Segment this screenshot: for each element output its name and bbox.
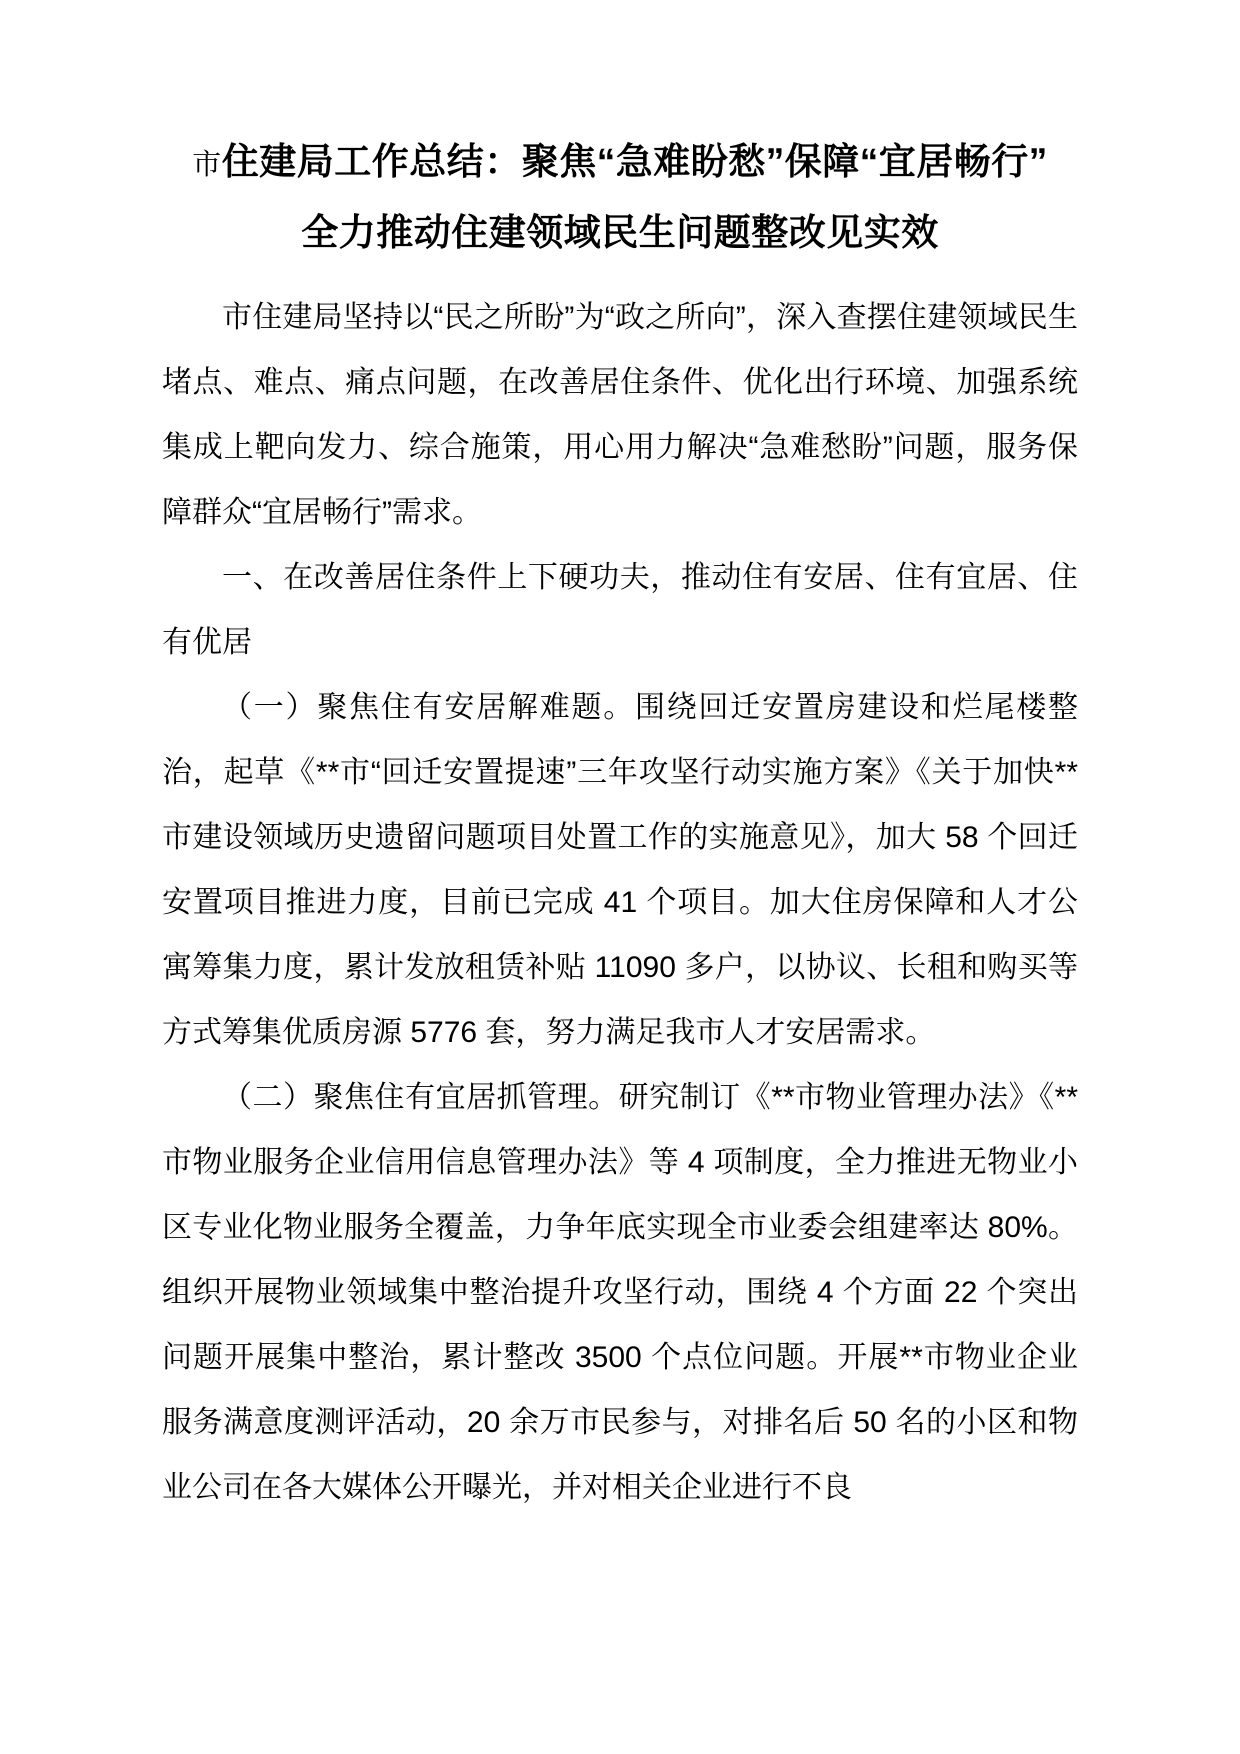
intro-paragraph: 市住建局坚持以“民之所盼”为“政之所向”，深入查摆住建领域民生堵点、难点、痛点问题，在改善居住条件、优化出行环境、加强系统集成上靶向发力、综合施策，用心用力解决“急难愁盼”问题，服务保障群众“宜居畅行”需求。: [162, 301, 1078, 529]
document-title: [162, 128, 1078, 267]
document-title-line-1: [162, 128, 1078, 199]
section-1-subparagraph-2: （二）聚焦住有宜居抓管理。研究制订《**市物业管理办法》《**市物业服务企业信用信息管理办法》等 4 项制度，全力推进无物业小区专业化物业服务全覆盖，力争年底实现全市业委会组建率达 80%。组织开展物业领域集中整治提升攻坚行动，围绕 4 个方面 22 个突出问题开展集中整治，累计整改 3500 个点位问题。开展**市物业企业服务满意度测评活动，20 余万市民参与，对排名后 50 名的小区和物业公司在各大媒体公开曝光，并对相关企业进行不良: [162, 1081, 1078, 1504]
title-prefix: 市: [192, 149, 222, 181]
section-1-subparagraph-1: （一）聚焦住有安居解难题。围绕回迁安置房建设和烂尾楼整治，起草《**市“回迁安置提速”三年攻坚行动实施方案》《关于加快**市建设领域历史遗留问题项目处置工作的实施意见》，加大 58 个回迁安置项目推进力度，目前已完成 41 个项目。加大住房保障和人才公寓筹集力度，累计发放租赁补贴 11090 多户，以协议、长租和购买等方式筹集优质房源 5776 套，努力满足我市人才安居需求。: [162, 691, 1078, 1049]
document-title-line-2: 全力推动住建领域民生问题整改见实效: [301, 212, 939, 253]
title-main-text: 住建局工作总结：聚焦“急难盼愁”保障“宜居畅行”: [221, 141, 1048, 182]
document-body: [162, 285, 1078, 1520]
section-1-heading: 一、在改善居住条件上下硬功夫，推动住有安居、住有宜居、住有优居: [162, 561, 1078, 659]
